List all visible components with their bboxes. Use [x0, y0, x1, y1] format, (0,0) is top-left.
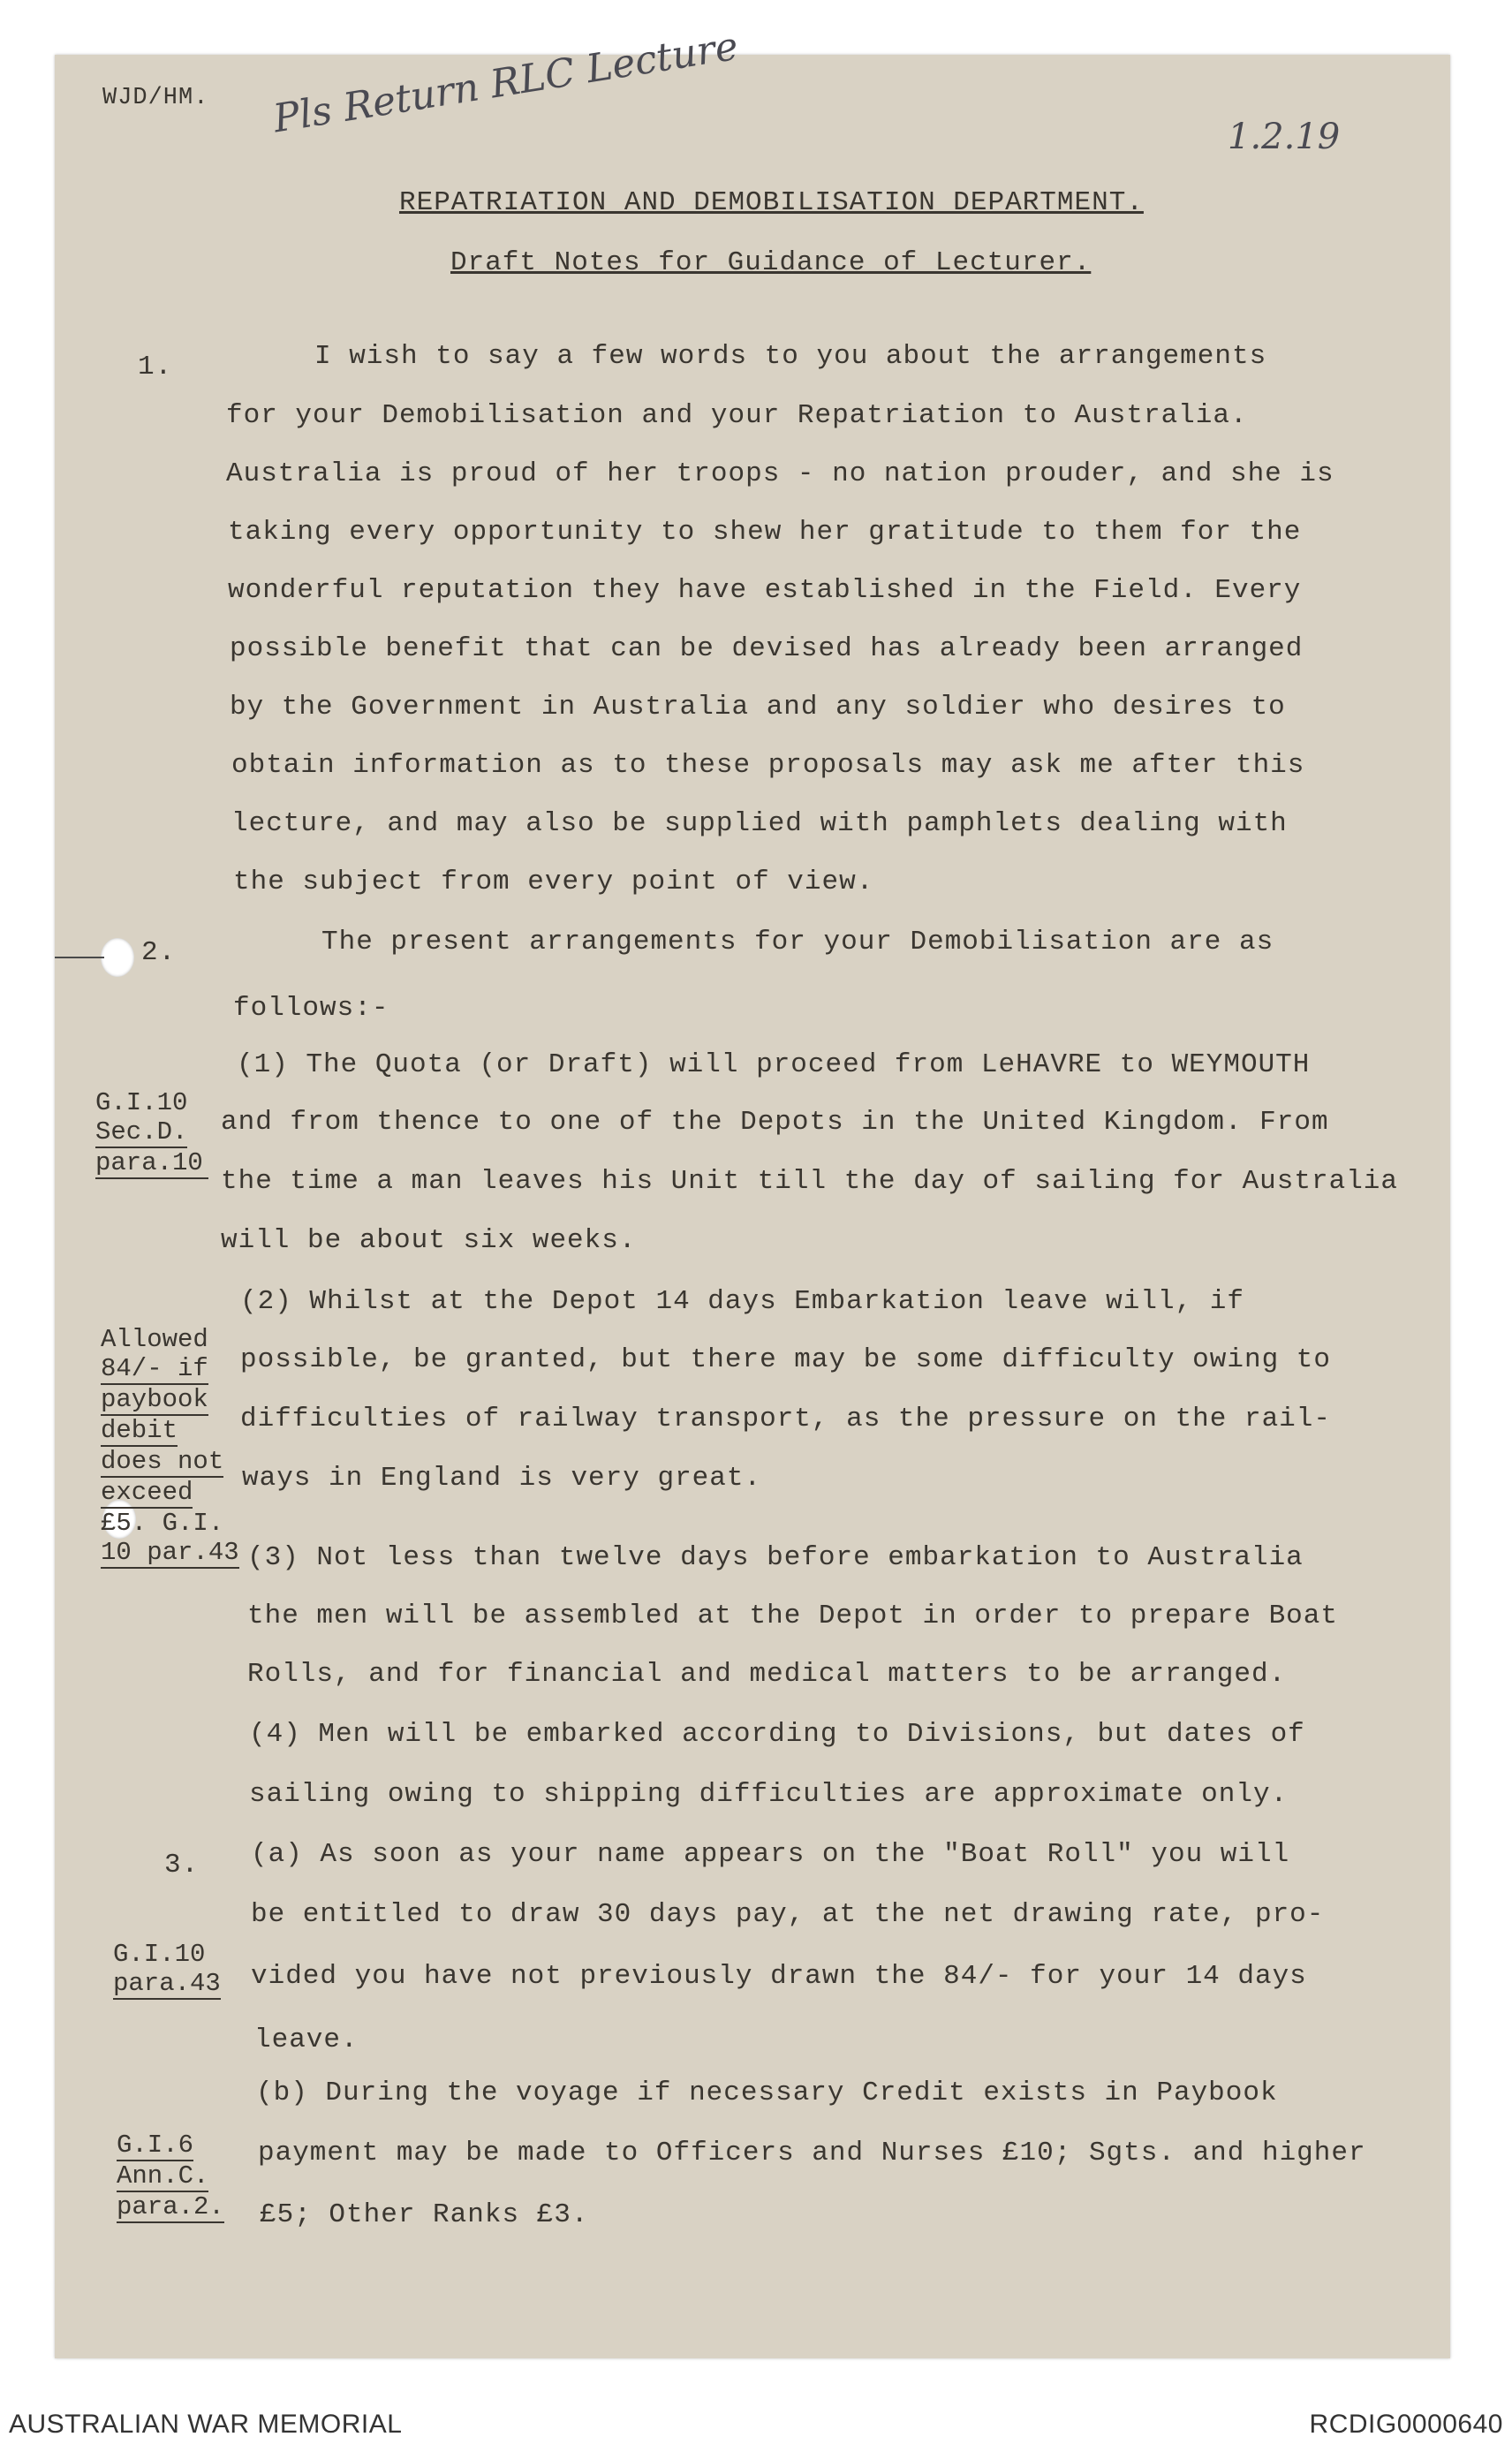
clause-a-line: be entitled to draw 30 days pay, at the net drawing rate, pro- [251, 1899, 1325, 1930]
clause-a-line: (a) As soon as your name appears on the "Boat Roll" you will [251, 1839, 1290, 1870]
margin-note-line: exceed [101, 1478, 193, 1507]
margin-note-line: £5. G.I. [101, 1509, 224, 1538]
margin-note-gi10-para43 [113, 1940, 221, 2000]
clause-b-line: payment may be made to Officers and Nurses £10; Sgts. and higher [258, 2138, 1366, 2168]
paragraph-1-line: obtain information as to these proposals may ask me after this [231, 750, 1305, 781]
paragraph-1-number: 1. [138, 352, 173, 382]
clause-3-line: the men will be assembled at the Depot in order to prepare Boat [247, 1601, 1338, 1631]
paragraph-2-line: The present arrangements for your Demobilisation are as [321, 927, 1274, 957]
handwritten-date: 1.2.19 [1228, 117, 1341, 157]
clause-2-line: ways in England is very great. [242, 1463, 762, 1494]
paragraph-1-line: for your Demobilisation and your Repatriation to Australia. [226, 400, 1248, 431]
clause-1-line: will be about six weeks. [221, 1225, 637, 1256]
paragraph-1-line: the subject from every point of view. [233, 867, 874, 897]
margin-note-line: 84/- if [101, 1354, 208, 1383]
punch-margin-line [55, 957, 104, 958]
margin-note-gi10-sec-d [95, 1088, 208, 1179]
clause-3-line: Rolls, and for financial and medical matters to be arranged. [247, 1659, 1287, 1690]
margin-note-line: para.43 [113, 1969, 221, 1998]
document-title: REPATRIATION AND DEMOBILISATION DEPARTMENT. [399, 187, 1144, 218]
clause-b-line: £5; Other Ranks £3. [260, 2199, 589, 2230]
punch-hole-top [101, 938, 134, 977]
margin-note-line: 10 par.43 [101, 1538, 239, 1567]
margin-note-line: Ann.C. [117, 2161, 209, 2191]
paragraph-1-line: I wish to say a few words to you about the arrangements [314, 341, 1267, 372]
margin-note-line: Sec.D. [95, 1117, 188, 1147]
paragraph-1-line: Australia is proud of her troops - no nation prouder, and she is [226, 458, 1334, 489]
paragraph-2-line: follows:- [233, 993, 389, 1024]
clause-2-line: difficulties of railway transport, as the pressure on the rail- [240, 1404, 1331, 1434]
margin-note-line: does not [101, 1447, 224, 1476]
margin-note-gi6-ann-c [117, 2130, 224, 2223]
clause-4-line: sailing owing to shipping difficulties are approximate only. [249, 1779, 1289, 1810]
handwritten-note: Pls Return RLC Lecture [270, 23, 742, 142]
margin-note-line: debit [101, 1416, 178, 1445]
footer-identifier: RCDIG0000640 [1309, 2410, 1503, 2439]
margin-note-allowed [101, 1325, 239, 1569]
reference-code: WJD/HM. [102, 85, 209, 111]
margin-note-line: Allowed [101, 1325, 208, 1354]
clause-b-line: (b) During the voyage if necessary Credit exists in Paybook [256, 2077, 1278, 2108]
clause-1-line: (1) The Quota (or Draft) will proceed from LeHAVRE to WEYMOUTH [237, 1049, 1311, 1080]
document-subtitle: Draft Notes for Guidance of Lecturer. [450, 247, 1092, 278]
paragraph-2-number: 2. [141, 937, 177, 968]
footer-source: AUSTRALIAN WAR MEMORIAL [9, 2410, 403, 2439]
clause-2-line: possible, be granted, but there may be some difficulty owing to [240, 1344, 1331, 1375]
paragraph-1-line: by the Government in Australia and any soldier who desires to [230, 692, 1286, 723]
margin-note-line: paybook [101, 1385, 208, 1414]
clause-1-line: the time a man leaves his Unit till the day of sailing for Australia [221, 1166, 1399, 1197]
paragraph-1-line: possible benefit that can be devised has already been arranged [230, 633, 1304, 664]
paragraph-1-line: lecture, and may also be supplied with pamphlets dealing with [231, 808, 1288, 839]
clause-1-line: and from thence to one of the Depots in the United Kingdom. From [221, 1107, 1329, 1138]
clause-4-line: (4) Men will be embarked according to Divisions, but dates of [249, 1719, 1305, 1750]
paragraph-1-line: taking every opportunity to shew her gratitude to them for the [228, 517, 1302, 548]
paragraph-1-line: wonderful reputation they have established in the Field. Every [228, 575, 1302, 606]
clause-a-line: leave. [254, 2024, 359, 2055]
clause-2-line: (2) Whilst at the Depot 14 days Embarkation leave will, if [240, 1286, 1244, 1317]
clause-a-line: vided you have not previously drawn the 84/- for your 14 days [251, 1961, 1307, 1992]
margin-note-line: para.10 [95, 1148, 208, 1179]
margin-note-line: G.I.10 [113, 1940, 206, 1969]
margin-note-line: para.2. [117, 2192, 224, 2221]
margin-note-line: G.I.10 [95, 1088, 188, 1117]
paragraph-3-number: 3. [164, 1850, 200, 1881]
margin-note-line: G.I.6 [117, 2130, 194, 2160]
clause-3-line: (3) Not less than twelve days before embarkation to Australia [247, 1542, 1304, 1573]
